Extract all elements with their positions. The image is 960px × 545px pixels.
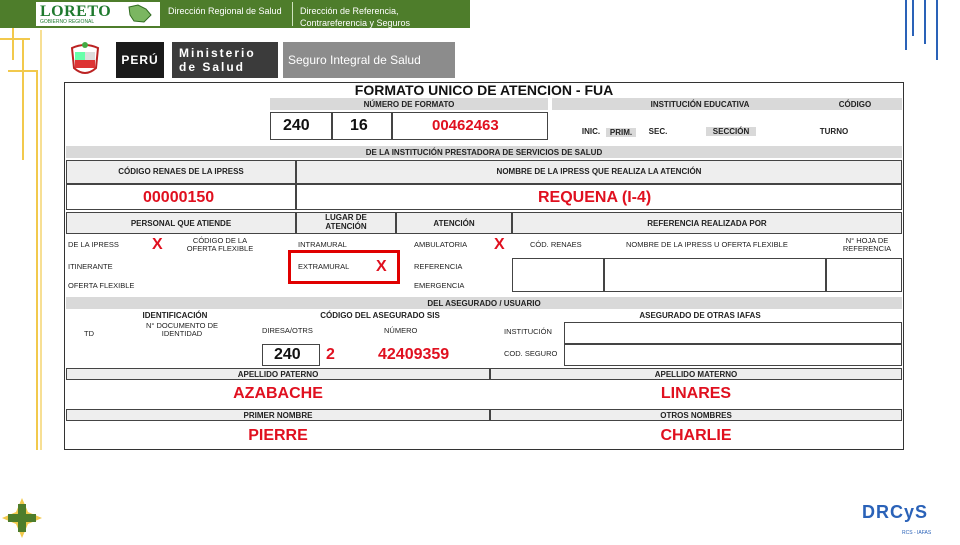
header-divider <box>292 2 293 26</box>
region-logo-sub: GOBIERNO REGIONAL <box>40 19 95 25</box>
atencion-opt-ambulatoria: AMBULATORIA <box>414 240 468 249</box>
decor-line <box>924 0 926 44</box>
ref-col-hoja: N° HOJA DE REFERENCIA <box>842 236 892 253</box>
td-label: TD <box>84 329 94 338</box>
ipress-header-label: DE LA INSTITUCIÓN PRESTADORA DE SERVICIOS DE SALUD <box>365 148 603 157</box>
lugar-opt-extramural: EXTRAMURAL <box>298 262 350 271</box>
institucion-educativa-label: INSTITUCIÓN EDUCATIVA <box>650 100 750 109</box>
decor-line <box>0 38 30 40</box>
diresa-label: DIRESA/OTRS <box>262 326 313 335</box>
sis-value-1: 240 <box>274 346 301 363</box>
lugar-opt-intramural: INTRAMURAL <box>298 240 347 249</box>
ref-nombre-field[interactable] <box>604 258 826 292</box>
institucion-label: INSTITUCIÓN <box>504 327 552 336</box>
personal-opt-oferta: OFERTA FLEXIBLE <box>68 281 135 290</box>
decor-line <box>912 0 914 36</box>
atencion-opt-referencia: REFERENCIA <box>414 262 463 271</box>
inst-col-inic: INIC. <box>581 127 601 136</box>
header-title-left: Dirección Regional de Salud <box>168 6 282 16</box>
apellido-materno-label: APELLIDO MATERNO <box>654 370 738 379</box>
nombre-ipress-label: NOMBRE DE LA IPRESS QUE REALIZA LA ATENCIÓN <box>496 167 702 176</box>
codigo-renaes-value: 00000150 <box>143 189 215 206</box>
otros-nombres-label: OTROS NOMBRES <box>660 411 732 420</box>
asegurado-header-label: DEL ASEGURADO / USUARIO <box>427 299 541 308</box>
drcys-logo: DRCyS <box>862 502 929 522</box>
ministerio-logo: Ministerio de Salud <box>172 42 278 78</box>
header-title-right: Dirección de Referencia, Contrareferencia y Seguros <box>300 6 411 28</box>
ndoc-label: N° DOCUMENTO DE IDENTIDAD <box>145 321 219 338</box>
personal-opt-ipress: DE LA IPRESS <box>68 240 119 249</box>
otras-iafas-label: ASEGURADO DE OTRAS IAFAS <box>639 311 761 320</box>
drcys-sub: RCS - IAFAS <box>902 530 932 536</box>
codigo-renaes-label: CÓDIGO RENAES DE LA IPRESS <box>118 167 244 176</box>
primer-nombre-label: PRIMER NOMBRE <box>243 411 313 420</box>
ref-col-renaes: CÓD. RENAES <box>530 240 582 249</box>
nombre-ipress-value: REQUENA (I-4) <box>538 189 652 206</box>
codigo-label: CÓDIGO <box>838 100 872 109</box>
cod-seguro-label: COD. SEGURO <box>504 349 558 358</box>
referencia-label: REFERENCIA REALIZADA POR <box>647 219 767 228</box>
lugar-mark: X <box>376 258 387 275</box>
decor-line <box>905 0 907 50</box>
inst-col-prim: PRIM. <box>606 128 636 137</box>
sis-value-2: 2 <box>326 346 335 363</box>
personal-mark: X <box>152 236 163 253</box>
institucion-field[interactable] <box>564 322 902 344</box>
decor-line <box>40 30 42 450</box>
atencion-mark: X <box>494 236 505 253</box>
personal-label: PERSONAL QUE ATIENDE <box>130 219 232 228</box>
inst-col-seccion: SECCIÓN <box>706 127 756 136</box>
decor-line <box>936 0 938 60</box>
apellido-paterno-value: AZABACHE <box>233 385 323 402</box>
apellido-materno-value: LINARES <box>660 385 732 402</box>
decor-line <box>8 70 38 72</box>
codigo-oferta-label: CÓDIGO DE LA OFERTA FLEXIBLE <box>186 236 254 253</box>
numero-label: NÚMERO <box>384 326 418 335</box>
formato-value-3: 00462463 <box>432 117 499 134</box>
region-logo-text: LORETO <box>40 3 112 20</box>
ref-hoja-field[interactable] <box>826 258 902 292</box>
sis-value-3: 42409359 <box>378 346 450 363</box>
sis-logo: Seguro Integral de Salud <box>283 42 455 78</box>
numero-formato-label: NÚMERO DE FORMATO <box>363 100 455 109</box>
cod-seguro-field[interactable] <box>564 344 902 366</box>
atencion-label: ATENCIÓN <box>433 219 475 228</box>
identificacion-label: IDENTIFICACIÓN <box>142 311 208 320</box>
inst-col-sec: SEC. <box>648 127 668 136</box>
atencion-opt-emergencia: EMERGENCIA <box>414 281 465 290</box>
apellido-paterno-label: APELLIDO PATERNO <box>237 370 319 379</box>
coat-of-arms-icon <box>66 40 104 80</box>
form-title: FORMATO UNICO DE ATENCION - FUA <box>354 82 614 98</box>
otros-nombres-value: CHARLIE <box>660 427 732 444</box>
ref-renaes-field[interactable] <box>512 258 604 292</box>
lugar-label: LUGAR DE ATENCIÓN <box>325 213 367 231</box>
map-icon <box>126 3 154 25</box>
cross-emblem-icon <box>0 496 44 540</box>
peru-logo: PERÚ <box>116 42 164 78</box>
decor-line <box>22 40 24 160</box>
decor-line <box>36 70 38 450</box>
codigo-sis-label: CÓDIGO DEL ASEGURADO SIS <box>320 311 440 320</box>
formato-value-2: 16 <box>350 117 368 134</box>
personal-opt-itinerante: ITINERANTE <box>68 262 113 271</box>
formato-value-1: 240 <box>283 117 310 134</box>
ref-col-nombre: NOMBRE DE LA IPRESS U OFERTA FLEXIBLE <box>626 240 788 249</box>
inst-col-turno: TURNO <box>819 127 849 136</box>
primer-nombre-value: PIERRE <box>248 427 308 444</box>
